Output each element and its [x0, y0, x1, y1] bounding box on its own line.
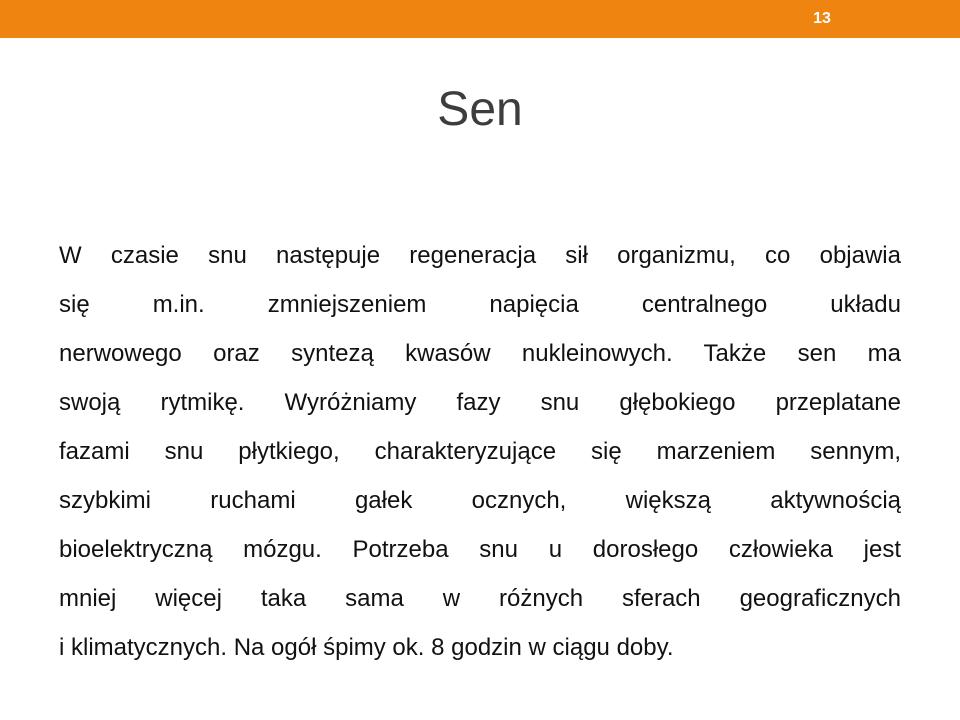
- body-line: nerwowego oraz syntezą kwasów nukleinowych. Także sen ma: [59, 340, 901, 367]
- body-line: mniej więcej taka sama w różnych sferach geograficznych: [59, 585, 901, 612]
- body-line: swoją rytmikę. Wyróżniamy fazy snu głębokiego przeplatane: [59, 389, 901, 416]
- body-paragraph: [59, 231, 901, 672]
- body-line: szybkimi ruchami gałek ocznych, większą aktywnością: [59, 487, 901, 514]
- header-accent-bar: [0, 0, 960, 38]
- slide-number: 13: [813, 10, 831, 27]
- body-line: fazami snu płytkiego, charakteryzujące się marzeniem sennym,: [59, 438, 901, 465]
- body-line: i klimatycznych. Na ogół śpimy ok. 8 godzin w ciągu doby.: [59, 634, 674, 661]
- slide-title: Sen: [437, 83, 523, 136]
- body-line: bioelektryczną mózgu. Potrzeba snu u dorosłego człowieka jest: [59, 536, 901, 563]
- body-line: W czasie snu następuje regeneracja sił organizmu, co objawia: [59, 242, 901, 269]
- body-line: się m.in. zmniejszeniem napięcia centralnego układu: [59, 291, 901, 318]
